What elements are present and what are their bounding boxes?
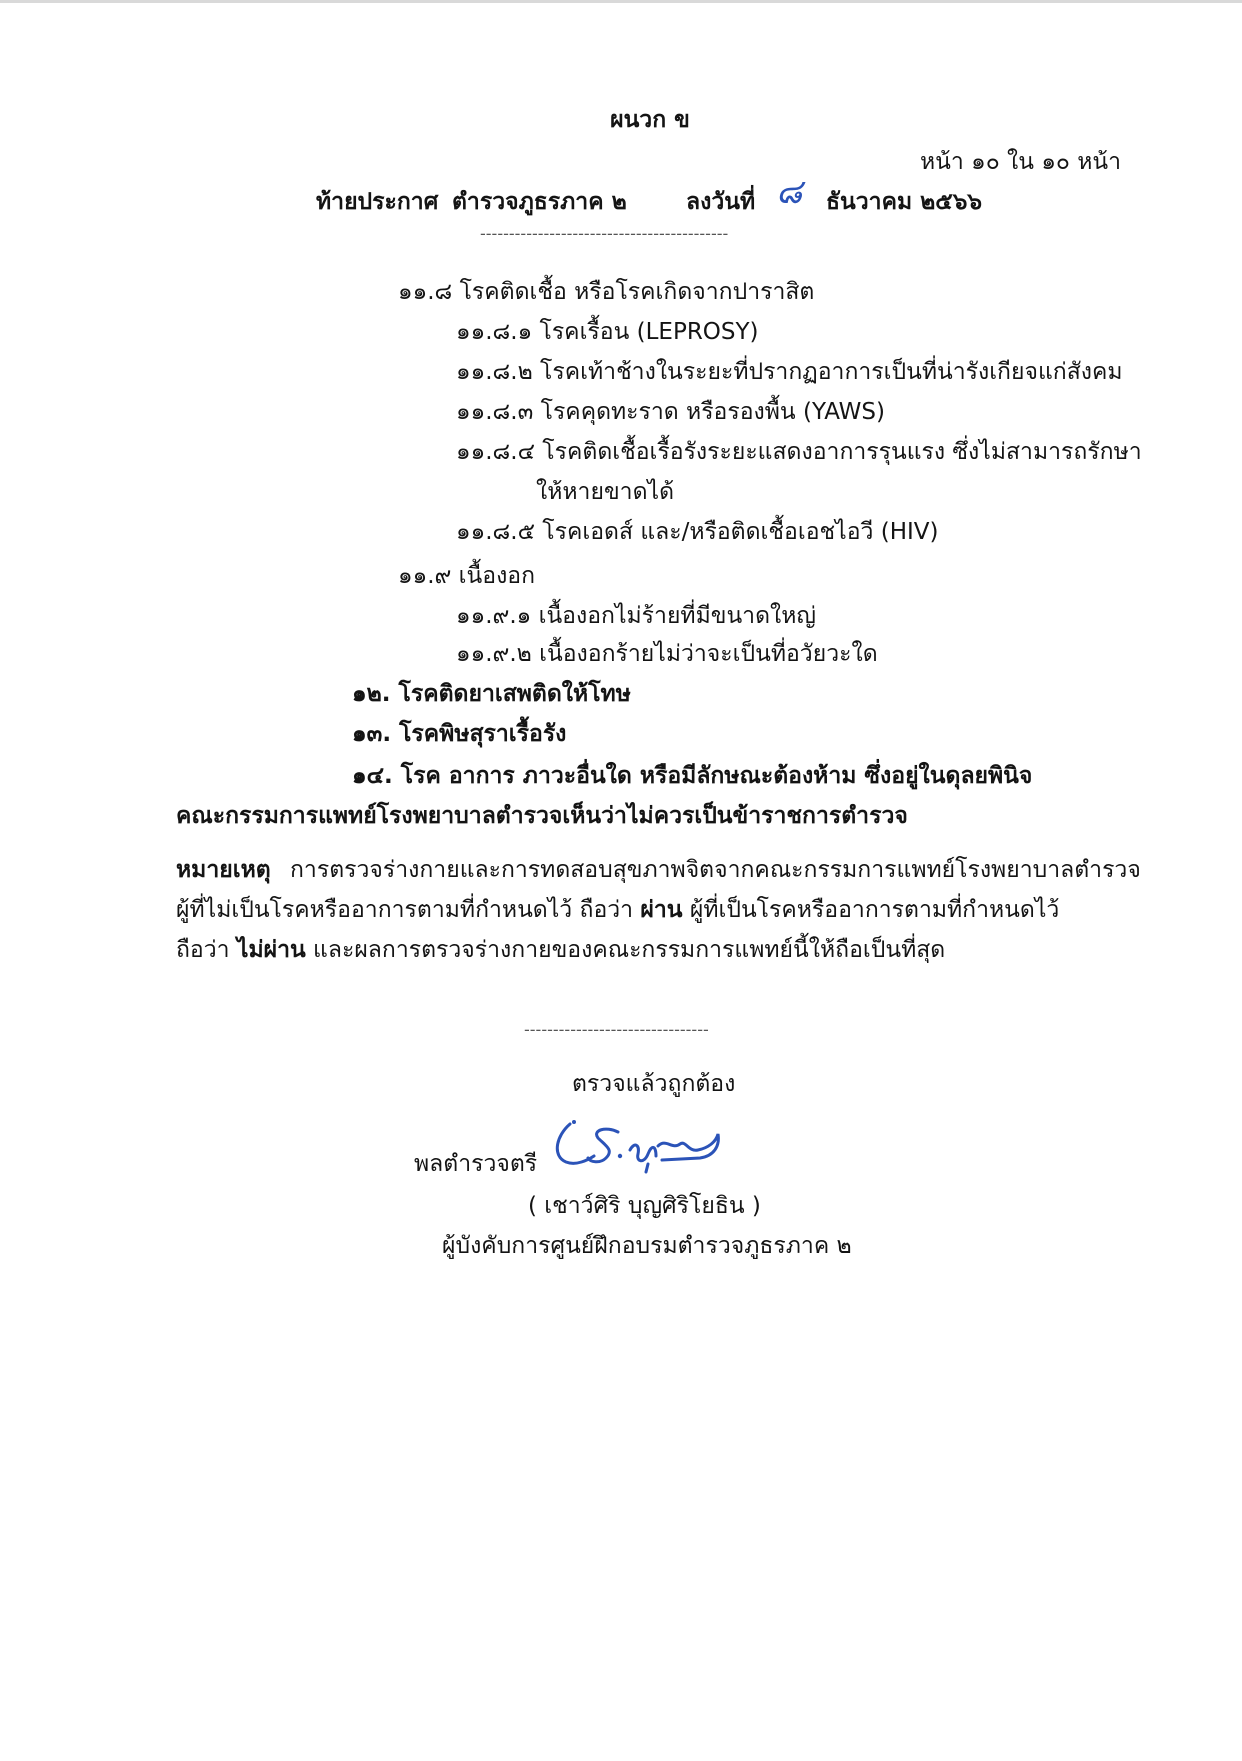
item-11-8: ๑๑.๘ โรคติดเชื้อ หรือโรคเกิดจากปาราสิต bbox=[398, 279, 815, 305]
announcement-org: ตำรวจภูธรภาค ๒ bbox=[452, 189, 627, 215]
appendix-title: ผนวก ข bbox=[610, 107, 690, 133]
certified-label: ตรวจแล้วถูกต้อง bbox=[572, 1071, 736, 1097]
item-14-line-2: คณะกรรมการแพทย์โรงพยาบาลตำรวจเห็นว่าไม่ควรเป็นข้าราชการตำรวจ bbox=[176, 803, 908, 829]
signer-rank: พลตำรวจตรี bbox=[414, 1151, 538, 1177]
item-14-line-1: ๑๔. โรค อาการ ภาวะอื่นใด หรือมีลักษณะต้องห้าม ซึ่งอยู่ในดุลยพินิจ bbox=[352, 763, 1033, 789]
header-divider: ------------------------------------------- bbox=[480, 224, 729, 243]
item-11-8-2: ๑๑.๘.๒ โรคเท้าช้างในระยะที่ปรากฏอาการเป็นที่น่ารังเกียจแก่สังคม bbox=[456, 359, 1123, 385]
scan-edge bbox=[0, 0, 1242, 3]
date-day-handwritten: ๘ bbox=[776, 172, 803, 212]
signer-name: ( เชาว์ศิริ บุญศิริโยธิน ) bbox=[528, 1193, 761, 1219]
item-12: ๑๒. โรคติดยาเสพติดให้โทษ bbox=[352, 681, 631, 707]
note-line-2-a: ผู้ที่ไม่เป็นโรคหรืออาการตามที่กำหนดไว้ ถือว่า bbox=[176, 897, 634, 923]
item-11-8-3: ๑๑.๘.๓ โรคคุดทะราด หรือรองพื้น (YAWS) bbox=[456, 399, 885, 425]
signer-position: ผู้บังคับการศูนย์ฝึกอบรมตำรวจภูธรภาค ๒ bbox=[442, 1233, 852, 1259]
date-month-year: ธันวาคม ๒๕๖๖ bbox=[826, 189, 982, 215]
note-fail: ไม่ผ่าน bbox=[236, 937, 306, 963]
item-11-8-1: ๑๑.๘.๑ โรคเรื้อน (LEPROSY) bbox=[456, 319, 759, 345]
item-11-9-2: ๑๑.๙.๒ เนื้องอกร้ายไม่ว่าจะเป็นที่อวัยวะใด bbox=[456, 641, 878, 667]
item-11-9-1: ๑๑.๙.๑ เนื้องอกไม่ร้ายที่มีขนาดใหญ่ bbox=[456, 603, 817, 629]
signature-divider: -------------------------------- bbox=[524, 1020, 709, 1039]
note-line-2 bbox=[176, 894, 1059, 926]
announcement-prefix: ท้ายประกาศ bbox=[316, 189, 439, 215]
page-number: หน้า ๑๐ ใน ๑๐ หน้า bbox=[920, 149, 1122, 175]
item-13: ๑๓. โรคพิษสุราเรื้อรัง bbox=[352, 721, 567, 747]
item-11-9: ๑๑.๙ เนื้องอก bbox=[398, 563, 536, 589]
item-11-8-4-continued: ให้หายขาดได้ bbox=[536, 479, 675, 505]
item-11-8-4: ๑๑.๘.๔ โรคติดเชื้อเรื้อรังระยะแสดงอาการรุนแรง ซึ่งไม่สามารถรักษา bbox=[456, 439, 1142, 465]
date-prefix: ลงวันที่ bbox=[686, 189, 756, 215]
note-line-2-b: ผู้ที่เป็นโรคหรืออาการตามที่กำหนดไว้ bbox=[689, 897, 1060, 923]
note-line-3 bbox=[176, 934, 945, 966]
note-line-3-a: ถือว่า bbox=[176, 937, 230, 963]
note-line-3-b: และผลการตรวจร่างกายของคณะกรรมการแพทย์นี้ให้ถือเป็นที่สุด bbox=[313, 937, 946, 963]
note-pass: ผ่าน bbox=[640, 897, 683, 923]
item-11-8-5: ๑๑.๘.๕ โรคเอดส์ และ/หรือติดเชื้อเอชไอวี (HIV) bbox=[456, 519, 939, 545]
handwritten-signature bbox=[548, 1116, 724, 1176]
note-line-1: การตรวจร่างกายและการทดสอบสุขภาพจิตจากคณะกรรมการแพทย์โรงพยาบาลตำรวจ bbox=[290, 857, 1141, 883]
note-label: หมายเหตุ bbox=[176, 857, 271, 883]
